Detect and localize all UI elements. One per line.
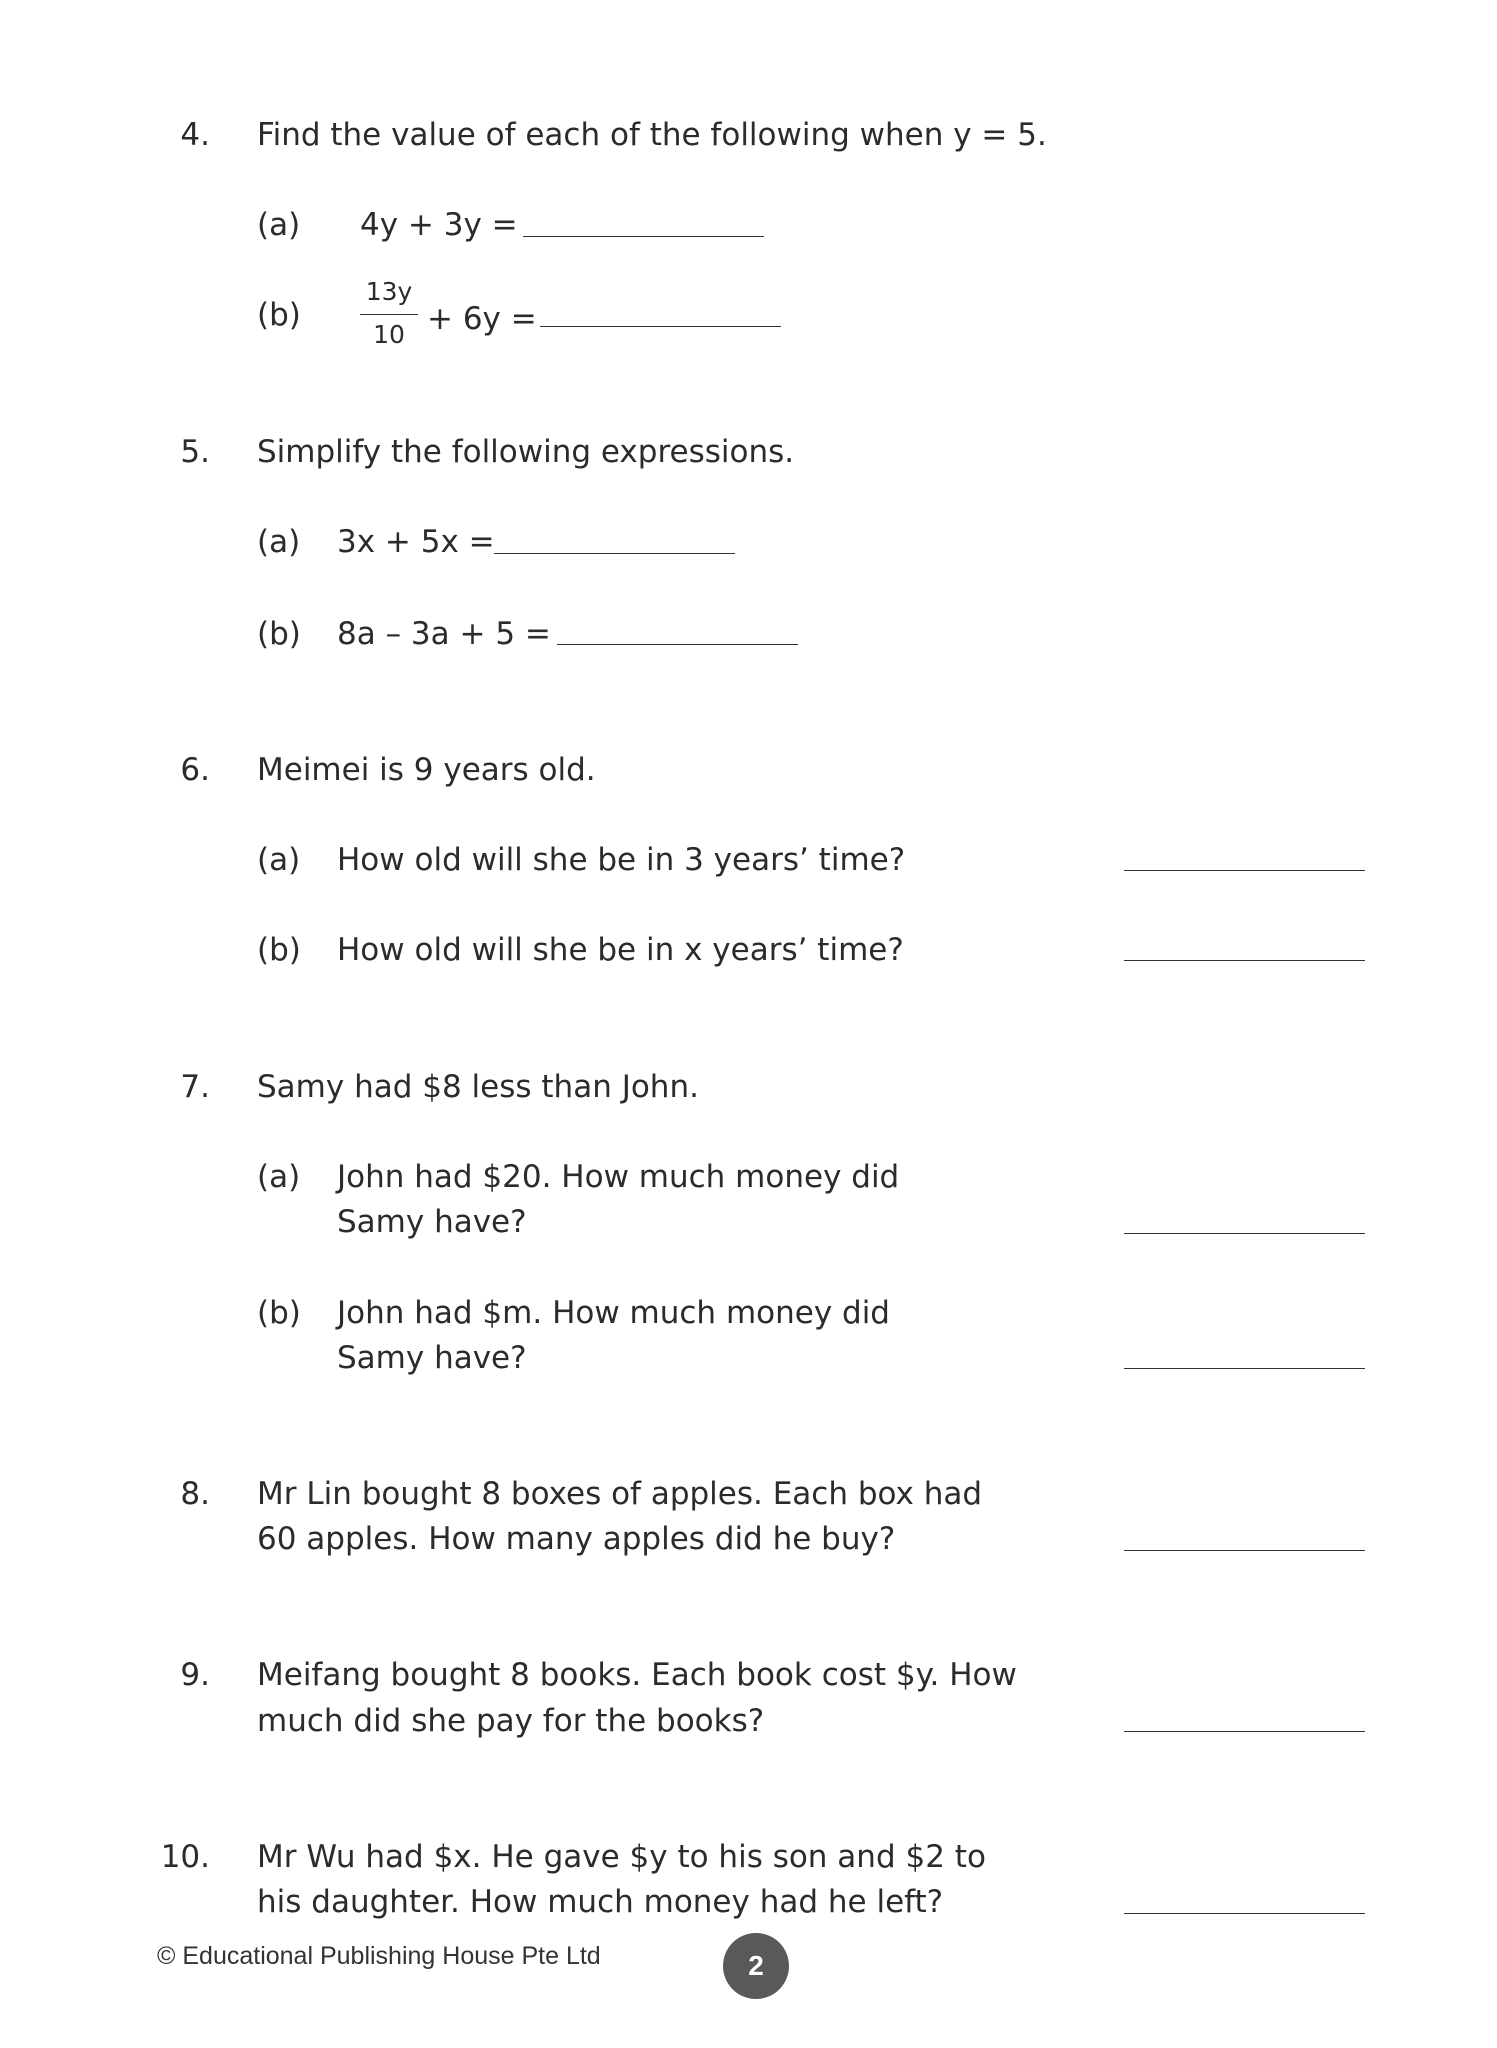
question-4b-fraction-denominator: 10 — [373, 320, 405, 349]
question-7a-text-line1: John had $20. How much money did — [337, 1159, 900, 1195]
question-4b-fraction-bar — [360, 314, 418, 315]
question-5b-expression: 8a – 3a + 5 = — [337, 616, 551, 652]
question-10-text-line2: his daughter. How much money had he left? — [257, 1884, 944, 1920]
question-5b-label: (b) — [257, 616, 301, 652]
question-4b-label: (b) — [257, 297, 301, 333]
question-7b-text-line1: John had $m. How much money did — [337, 1295, 890, 1331]
question-5a-expression: 3x + 5x = — [337, 524, 495, 560]
question-5a-answer-line[interactable] — [494, 553, 735, 554]
footer-copyright: © Educational Publishing House Pte Ltd — [157, 1942, 601, 1970]
question-7b-answer-line[interactable] — [1124, 1368, 1365, 1369]
question-6a-label: (a) — [257, 842, 301, 878]
question-6b-text: How old will she be in x years’ time? — [337, 932, 904, 968]
question-6a-text: How old will she be in 3 years’ time? — [337, 842, 906, 878]
question-6b-label: (b) — [257, 932, 301, 968]
question-5b-answer-line[interactable] — [557, 644, 798, 645]
question-6b-answer-line[interactable] — [1124, 960, 1365, 961]
question-7a-answer-line[interactable] — [1124, 1233, 1365, 1234]
question-7a-label: (a) — [257, 1159, 301, 1195]
question-4-number: 4. — [180, 117, 210, 153]
question-4-prompt: Find the value of each of the following when y = 5. — [257, 117, 1047, 153]
question-4a-answer-line[interactable] — [523, 236, 764, 237]
page-number-badge: 2 — [723, 1933, 789, 1999]
question-5a-label: (a) — [257, 524, 301, 560]
question-7b-text-line2: Samy have? — [337, 1340, 527, 1376]
question-4b-expression: + 6y = — [427, 301, 537, 337]
question-8-text-line2: 60 apples. How many apples did he buy? — [257, 1521, 896, 1557]
question-4b-answer-line[interactable] — [540, 326, 781, 327]
question-6-prompt: Meimei is 9 years old. — [257, 752, 596, 788]
question-10-answer-line[interactable] — [1124, 1913, 1365, 1914]
question-8-answer-line[interactable] — [1124, 1550, 1365, 1551]
question-9-text-line1: Meifang bought 8 books. Each book cost $y. How — [257, 1657, 1017, 1693]
question-5-prompt: Simplify the following expressions. — [257, 434, 795, 470]
question-7-number: 7. — [180, 1069, 210, 1105]
question-10-number: 10. — [160, 1839, 210, 1875]
question-10-text-line1: Mr Wu had $x. He gave $y to his son and $2 to — [257, 1839, 986, 1875]
question-9-number: 9. — [180, 1657, 210, 1693]
question-7-prompt: Samy had $8 less than John. — [257, 1069, 699, 1105]
question-4a-label: (a) — [257, 207, 301, 243]
question-6a-answer-line[interactable] — [1124, 870, 1365, 871]
question-4b-fraction-numerator: 13y — [365, 277, 413, 306]
question-4a-expression: 4y + 3y = — [360, 207, 518, 243]
question-9-text-line2: much did she pay for the books? — [257, 1703, 765, 1739]
question-8-text-line1: Mr Lin bought 8 boxes of apples. Each box had — [257, 1476, 983, 1512]
question-8-number: 8. — [180, 1476, 210, 1512]
question-7a-text-line2: Samy have? — [337, 1204, 527, 1240]
question-6-number: 6. — [180, 752, 210, 788]
question-5-number: 5. — [180, 434, 210, 470]
question-9-answer-line[interactable] — [1124, 1731, 1365, 1732]
question-7b-label: (b) — [257, 1295, 301, 1331]
